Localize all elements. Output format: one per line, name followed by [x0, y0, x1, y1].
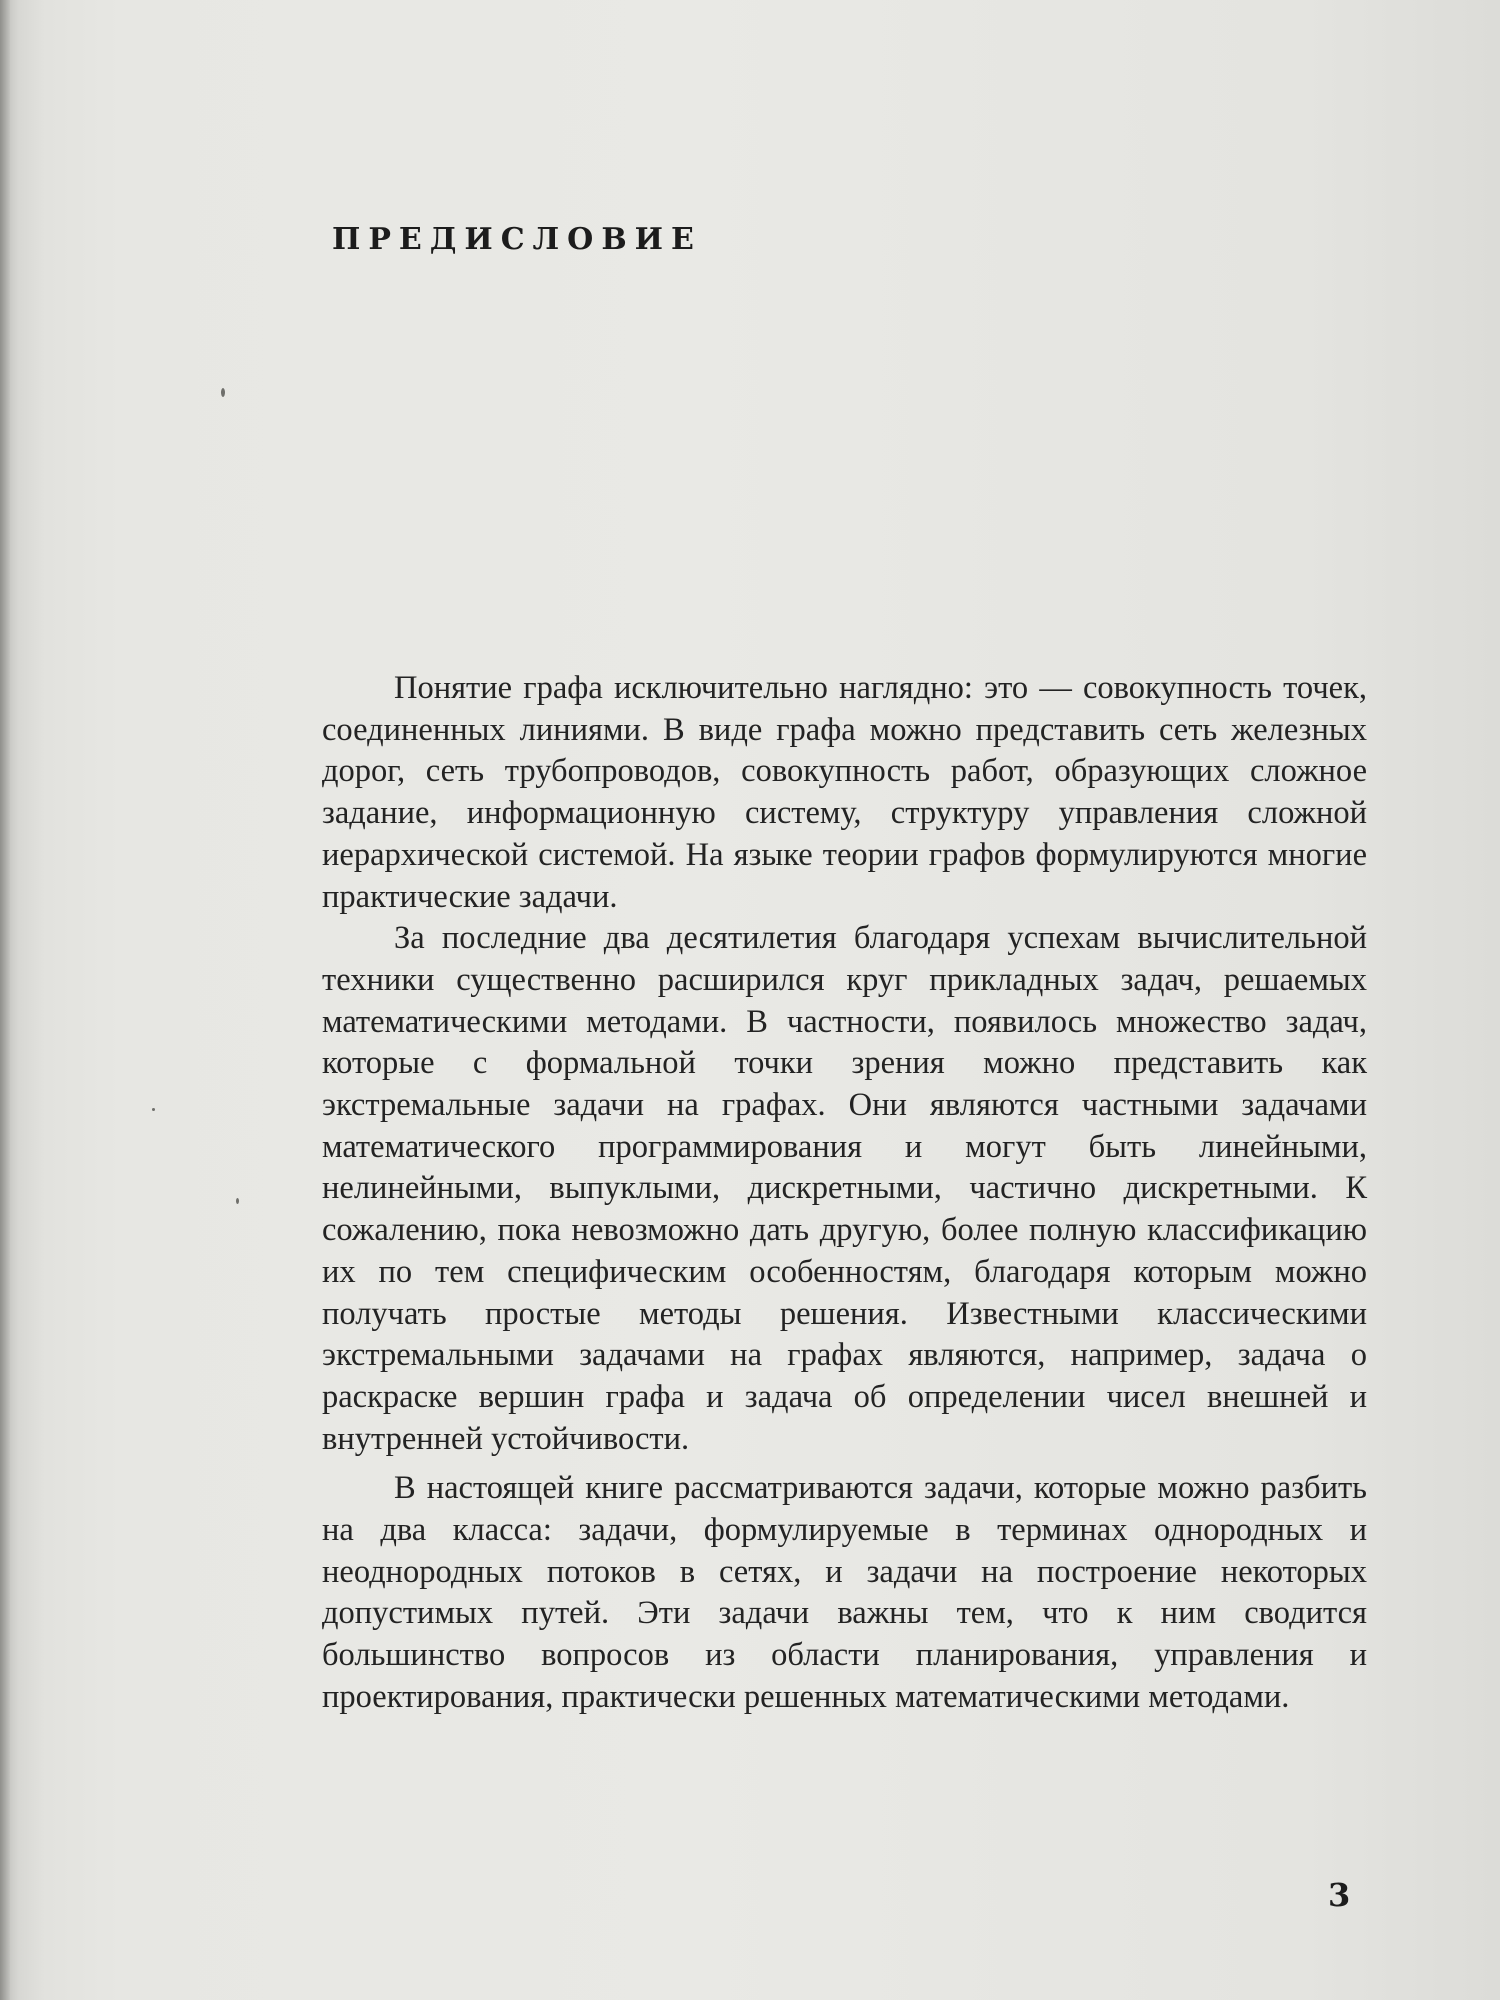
page-title: ПРЕДИСЛОВИЕ [332, 222, 702, 257]
paper-speck [236, 1198, 239, 1204]
paragraph-3: В настоящей книге рассматриваются задачи, которые можно разбить на два класса: задачи, формулируемые в терминах однородных и неоднородных потоков в сетях, и задачи на построение некоторых допустимых путей. Эти задачи важны тем, что к ним сводится большинство вопросов из области планирования, управления и проектирования, практически решенных математическими методами. [322, 1470, 1367, 1715]
paper-speck [221, 388, 225, 397]
preface-body [322, 668, 1367, 1719]
paper-speck [152, 1108, 155, 1111]
page-number: 3 [1328, 1876, 1351, 1914]
book-spine-shadow [0, 0, 10, 2000]
paragraph-2: За последние два десятилетия благодаря успехам вычислительной техники существенно расширился круг прикладных задач, решаемых математическими методами. В частности, появилось множество задач, которые с формальной точки зрения можно представить как экстремальные задачи на графах. Они являются частными задачами математического программирования и могут быть линейными, нелинейными, выпуклыми, дискретными, частично дискретными. К сожалению, пока невозможно дать другую, более полную классификацию их по тем специфическим особенностям, благодаря которым можно получать простые методы решения. Известными классическими экстремальными задачами на графах являются, например, задача о раскраске вершин графа и задача об определении чисел внешней и внутренней устойчивости. [322, 920, 1367, 1457]
paragraph-1: Понятие графа исключительно наглядно: это — совокупность точек, соединенных линиями. В виде графа можно представить сеть железных дорог, сеть трубопроводов, совокупность работ, образующих сложное задание, информационную систему, структуру управления сложной иерархической системой. На языке теории графов формулируются многие практические задачи. [322, 670, 1367, 915]
